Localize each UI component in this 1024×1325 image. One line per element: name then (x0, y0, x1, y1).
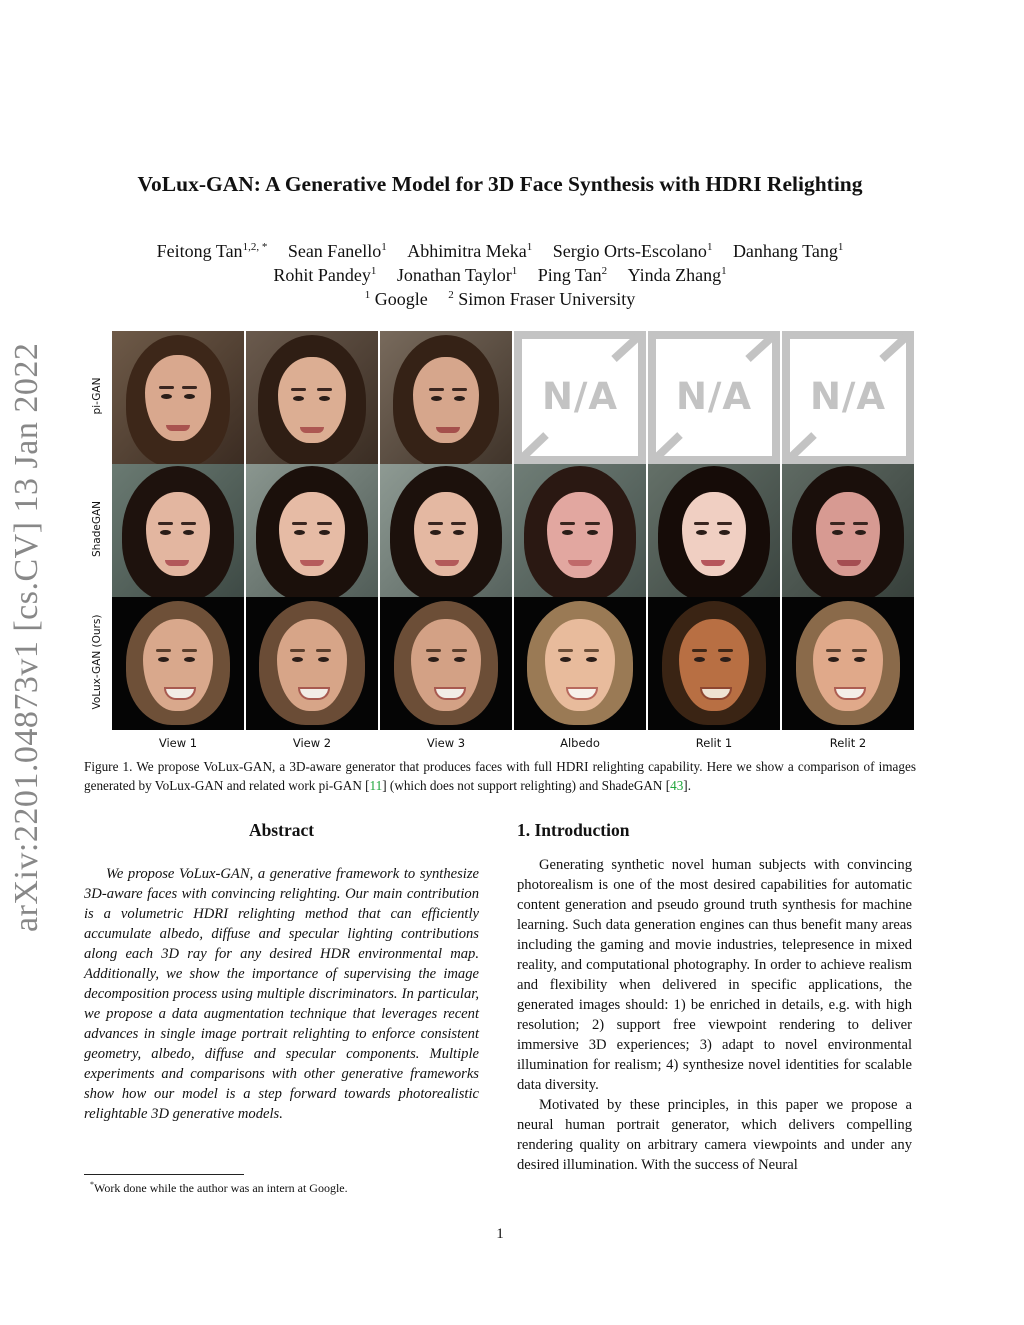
affiliation: $^2$ Simon Fraser University (448, 289, 636, 309)
introduction-paragraph-2: Motivated by these principles, in this paper we propose a neural human portrait generator, which delivers compelling rendering quality on arbitrary camera viewpoints and under any desired illumination. With the success of Neural (517, 1097, 912, 1173)
pigan-view-2-image (246, 331, 378, 464)
pigan-relit-2-na-placeholder (782, 331, 914, 464)
col-label-albedo: Albedo (560, 736, 600, 750)
affiliation: $^1$ Google (364, 289, 428, 309)
authors-line-1 (0, 240, 1000, 263)
voluxgan-view-3-image (380, 597, 512, 730)
row-label-shadegan: ShadeGAN (91, 500, 103, 558)
abstract-body (84, 864, 479, 1124)
na-label: N/A (541, 375, 619, 418)
author: Jonathan Taylor$^1$ (396, 265, 518, 285)
author: Yinda Zhang$^1$ (627, 265, 727, 285)
col-label-view-3: View 3 (426, 736, 466, 750)
figure-1-image-grid (112, 331, 912, 731)
arxiv-identifier-stamp: arXiv:2201.04873v1 [cs.CV] 13 Jan 2022 (8, 342, 45, 932)
shadegan-albedo-image (514, 464, 646, 597)
author: Feitong Tan$^{1,2, *}$ (156, 241, 268, 261)
col-label-view-1: View 1 (158, 736, 198, 750)
shadegan-view-2-image (246, 464, 378, 597)
authors-line-2 (0, 264, 1000, 287)
voluxgan-view-1-image (112, 597, 244, 730)
abstract-heading: Abstract (248, 820, 315, 840)
page-number: 1 (496, 1226, 504, 1242)
footnote-divider (84, 1174, 244, 1175)
row-label-voluxgan: VoLux-GAN (Ours) (91, 614, 103, 710)
col-label-relit-2: Relit 2 (829, 736, 867, 750)
paper-title: VoLux-GAN: A Generative Model for 3D Face Synthesis with HDRI Relighting (137, 172, 863, 196)
shadegan-relit-1-image (648, 464, 780, 597)
pigan-view-3-image (380, 331, 512, 464)
figure-caption: Figure 1. We propose VoLux-GAN, a 3D-aware generator that produces faces with full HDRI relighting capability. Here we show a comparison of images generated by VoLux-GAN and related work pi-GAN [11] (which does not support relighting) and ShadeGAN [43]. (84, 759, 916, 793)
author: Abhimitra Meka$^1$ (407, 241, 533, 261)
citation-link[interactable]: 11 (369, 778, 383, 793)
voluxgan-view-2-image (246, 597, 378, 730)
introduction-heading: 1. Introduction (517, 820, 630, 840)
introduction-paragraph-1: Generating synthetic novel human subjects with convincing photorealism is one of the most desired capabilities for automatic content generation and pseudo ground truth synthesis for machine learning. Such data generation engines can thus benefit many areas including the gaming and movie industries, telepresence in mixed reality, and computational photography. In order to achieve realism and flexibility when delivered in specific applications, the generated images should: 1) be enriched in details, e.g. with high resolution; 2) support free viewpoint rendering to deliver immersive 3D experiences; 3) adapt to novel environmental illumination for realism; 4) synthesize novel identities for scalable data diversity. (517, 857, 912, 1093)
author: Danhang Tang$^1$ (732, 241, 844, 261)
pigan-relit-1-na-placeholder (648, 331, 780, 464)
introduction-body (517, 855, 912, 1175)
na-label: N/A (809, 375, 887, 418)
col-label-relit-1: Relit 1 (695, 736, 733, 750)
shadegan-view-3-image (380, 464, 512, 597)
voluxgan-relit-2-image (782, 597, 914, 730)
voluxgan-albedo-image (514, 597, 646, 730)
author: Sergio Orts-Escolano$^1$ (552, 241, 713, 261)
col-label-view-2: View 2 (292, 736, 332, 750)
footnote: *Work done while the author was an intern at Google. (90, 1180, 348, 1195)
author: Rohit Pandey$^1$ (273, 265, 377, 285)
shadegan-relit-2-image (782, 464, 914, 597)
row-label-pigan: pi-GAN (91, 377, 103, 415)
shadegan-view-1-image (112, 464, 244, 597)
abstract-paragraph: We propose VoLux-GAN, a generative framework to synthesize 3D-aware faces with convincing relighting. Our main contribution is a volumetric HDRI relighting method that can efficiently accumulate albedo, diffuse and specular lighting contributions along each 3D ray for any desired HDR environmental map. Additionally, we show the importance of supervising the image decomposition process using multiple discriminators. In particular, we propose a data augmentation technique that leverages recent advances in single image portrait relighting to enforce consistent geometry, albedo, diffuse and specular components. Multiple experiments and comparisons with other generative frameworks show how our model is a step forward towards photorealistic relightable 3D generative models. (84, 866, 479, 1122)
pigan-view-1-image (112, 331, 244, 464)
affiliations (0, 288, 1000, 311)
voluxgan-relit-1-image (648, 597, 780, 730)
citation-link[interactable]: 43 (670, 778, 684, 793)
na-label: N/A (675, 375, 753, 418)
author: Ping Tan$^2$ (537, 265, 608, 285)
pigan-albedo-na-placeholder (514, 331, 646, 464)
author: Sean Fanello$^1$ (287, 241, 387, 261)
